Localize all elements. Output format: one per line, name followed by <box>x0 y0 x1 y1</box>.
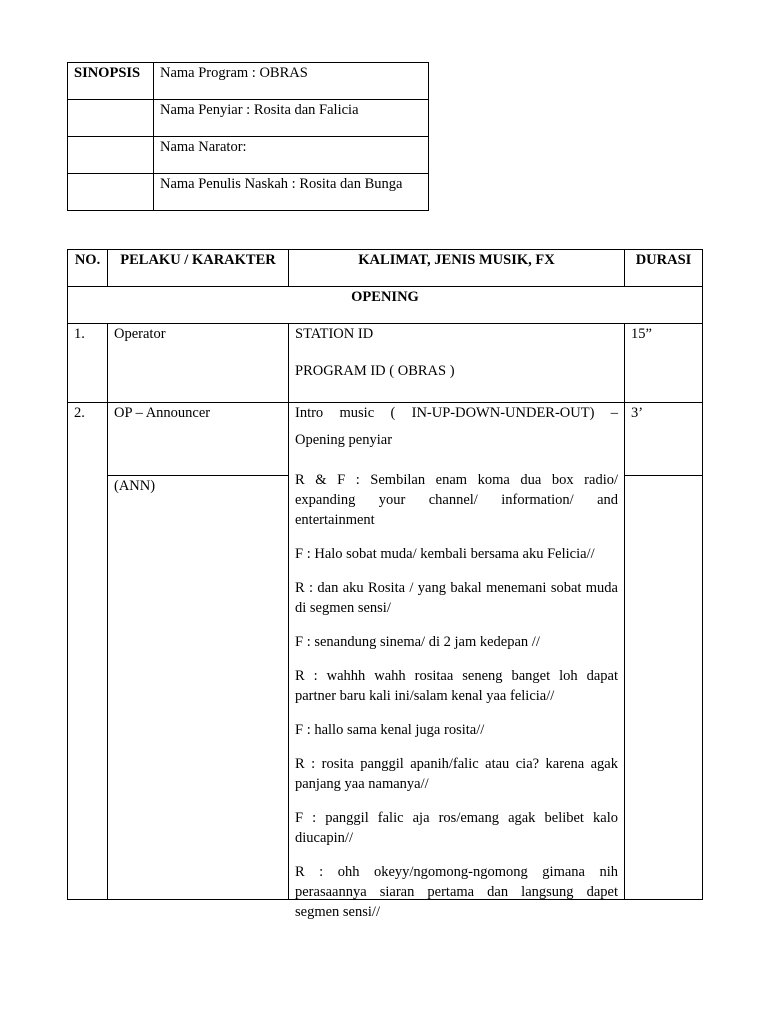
row-actor <box>108 403 289 900</box>
script-line: R & F : Sembilan enam koma dua box radio/ expanding your channel/ information/ and entertainment <box>295 472 618 528</box>
intro-music-line: Intro music ( IN-UP-DOWN-UNDER-OUT) – <box>295 405 618 421</box>
row-actor: Operator <box>108 324 289 403</box>
table-row <box>68 324 703 403</box>
script-line: F : senandung sinema/ di 2 jam kedepan // <box>295 634 540 650</box>
row-duration: 15” <box>625 324 703 403</box>
header-actor: PELAKU / KARAKTER <box>108 250 289 287</box>
header-row <box>68 250 703 287</box>
synopsis-empty-cell <box>68 137 154 174</box>
row-lines <box>289 324 625 403</box>
row-duration <box>625 403 703 900</box>
synopsis-row <box>68 100 429 137</box>
synopsis-table <box>67 62 429 211</box>
actor-primary: OP – Announcer <box>108 403 288 476</box>
synopsis-empty-cell <box>68 174 154 211</box>
program-name: Nama Program : OBRAS <box>154 63 429 100</box>
synopsis-row <box>68 63 429 100</box>
table-row <box>68 403 703 900</box>
announcer-name: Nama Penyiar : Rosita dan Falicia <box>154 100 429 137</box>
station-id-line: STATION ID <box>295 326 374 342</box>
program-id-line: PROGRAM ID ( OBRAS ) <box>295 363 455 379</box>
writer-name: Nama Penulis Naskah : Rosita dan Bunga <box>154 174 429 211</box>
header-no: NO. <box>68 250 108 287</box>
synopsis-empty-cell <box>68 100 154 137</box>
script-line: R : dan aku Rosita / yang bakal menemani sobat muda di segmen sensi/ <box>295 580 618 616</box>
synopsis-row <box>68 137 429 174</box>
actor-secondary: (ANN) <box>114 478 156 494</box>
section-title: OPENING <box>68 287 703 324</box>
script-line: Opening penyiar <box>295 432 393 448</box>
script-line: R : wahhh wahh rositaa seneng banget loh dapat partner baru kali ini/salam kenal yaa felicia// <box>295 668 618 704</box>
row-number: 1. <box>68 324 108 403</box>
row-lines <box>289 403 625 920</box>
row-number: 2. <box>68 403 108 900</box>
script-line: F : hallo sama kenal juga rosita// <box>295 722 485 738</box>
narrator-name: Nama Narator: <box>154 137 429 174</box>
script-line: R : ohh okeyy/ngomong-ngomong gimana nih perasaannya siaran pertama dan langsung dapet segmen sensi// <box>295 864 618 920</box>
header-lines: KALIMAT, JENIS MUSIK, FX <box>289 250 625 287</box>
script-line: F : Halo sobat muda/ kembali bersama aku Felicia// <box>295 546 595 562</box>
script-line: F : panggil falic aja ros/emang agak belibet kalo diucapin// <box>295 810 618 846</box>
duration-empty <box>625 476 702 480</box>
script-line: R : rosita panggil apanih/falic atau cia? karena agak panjang yaa namanya// <box>295 756 618 792</box>
duration-value: 3’ <box>625 403 702 476</box>
header-duration: DURASI <box>625 250 703 287</box>
synopsis-label: SINOPSIS <box>68 63 154 100</box>
script-table <box>67 249 703 920</box>
section-row <box>68 287 703 324</box>
synopsis-row <box>68 174 429 211</box>
